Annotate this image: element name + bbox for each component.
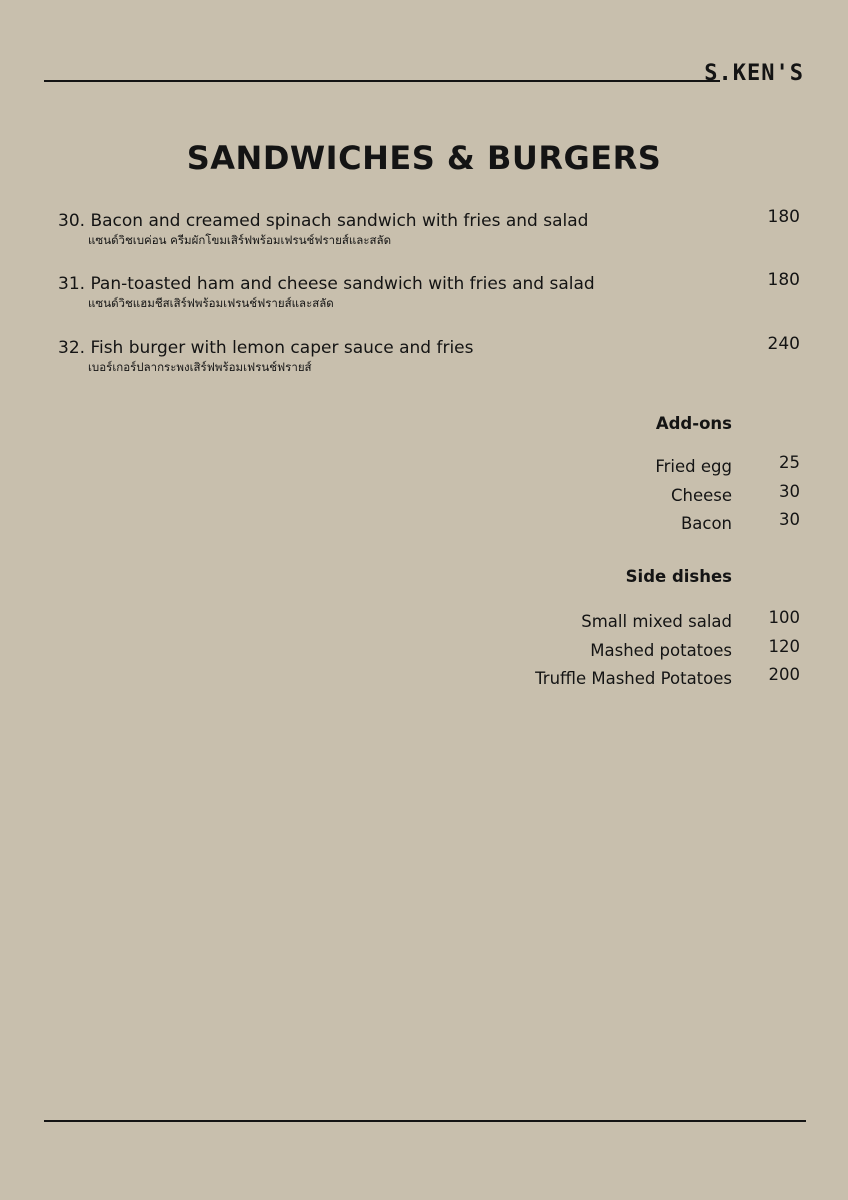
item-name: 31. Pan-toasted ham and cheese sandwich with fries and salad [58,274,595,294]
side-dish-price: 200 [768,665,800,684]
addon-price: 30 [779,482,800,501]
side-dishes-heading: Side dishes [625,567,732,586]
side-dish-name: Small mixed salad [581,612,732,631]
item-name: 30. Bacon and creamed spinach sandwich with fries and salad [58,211,589,231]
side-dish-name: Mashed potatoes [590,641,732,660]
addon-row [400,512,800,536]
side-dish-price: 100 [768,608,800,627]
brand-logo: S.KEN'S [704,61,804,86]
menu-item [58,334,800,375]
side-dish-row [400,667,800,691]
menu-item [58,207,800,248]
addons-heading: Add-ons [655,414,732,433]
addon-price: 30 [779,510,800,529]
addon-name: Fried egg [655,457,732,476]
addon-price: 25 [779,453,800,472]
item-price: 180 [767,207,800,227]
item-thai-name: แซนด์วิชแฮมชีสเสิร์ฟพร้อมเฟรนช์ฟรายส์และสลัด [88,296,334,310]
side-dish-name: Truffle Mashed Potatoes [535,669,732,688]
bottom-divider [44,1120,806,1122]
item-thai-name: แซนด์วิชเบค่อน ครีมผักโขมเสิร์ฟพร้อมเฟรนช์ฟรายส์และสลัด [88,233,392,247]
addon-row [400,484,800,508]
addon-row [400,455,800,479]
addon-name: Cheese [670,486,732,505]
side-dish-row [400,610,800,634]
side-dish-row [400,639,800,663]
top-divider [44,80,720,82]
menu-item [58,270,800,311]
addon-name: Bacon [680,514,732,533]
item-name: 32. Fish burger with lemon caper sauce and fries [58,338,474,358]
page-title: SANDWICHES & BURGERS [186,139,662,177]
item-price: 180 [767,270,800,290]
item-price: 240 [767,334,800,354]
side-dish-price: 120 [768,637,800,656]
item-thai-name: เบอร์เกอร์ปลากระพงเสิร์ฟพร้อมเฟรนช์ฟรายส์ [88,360,312,374]
